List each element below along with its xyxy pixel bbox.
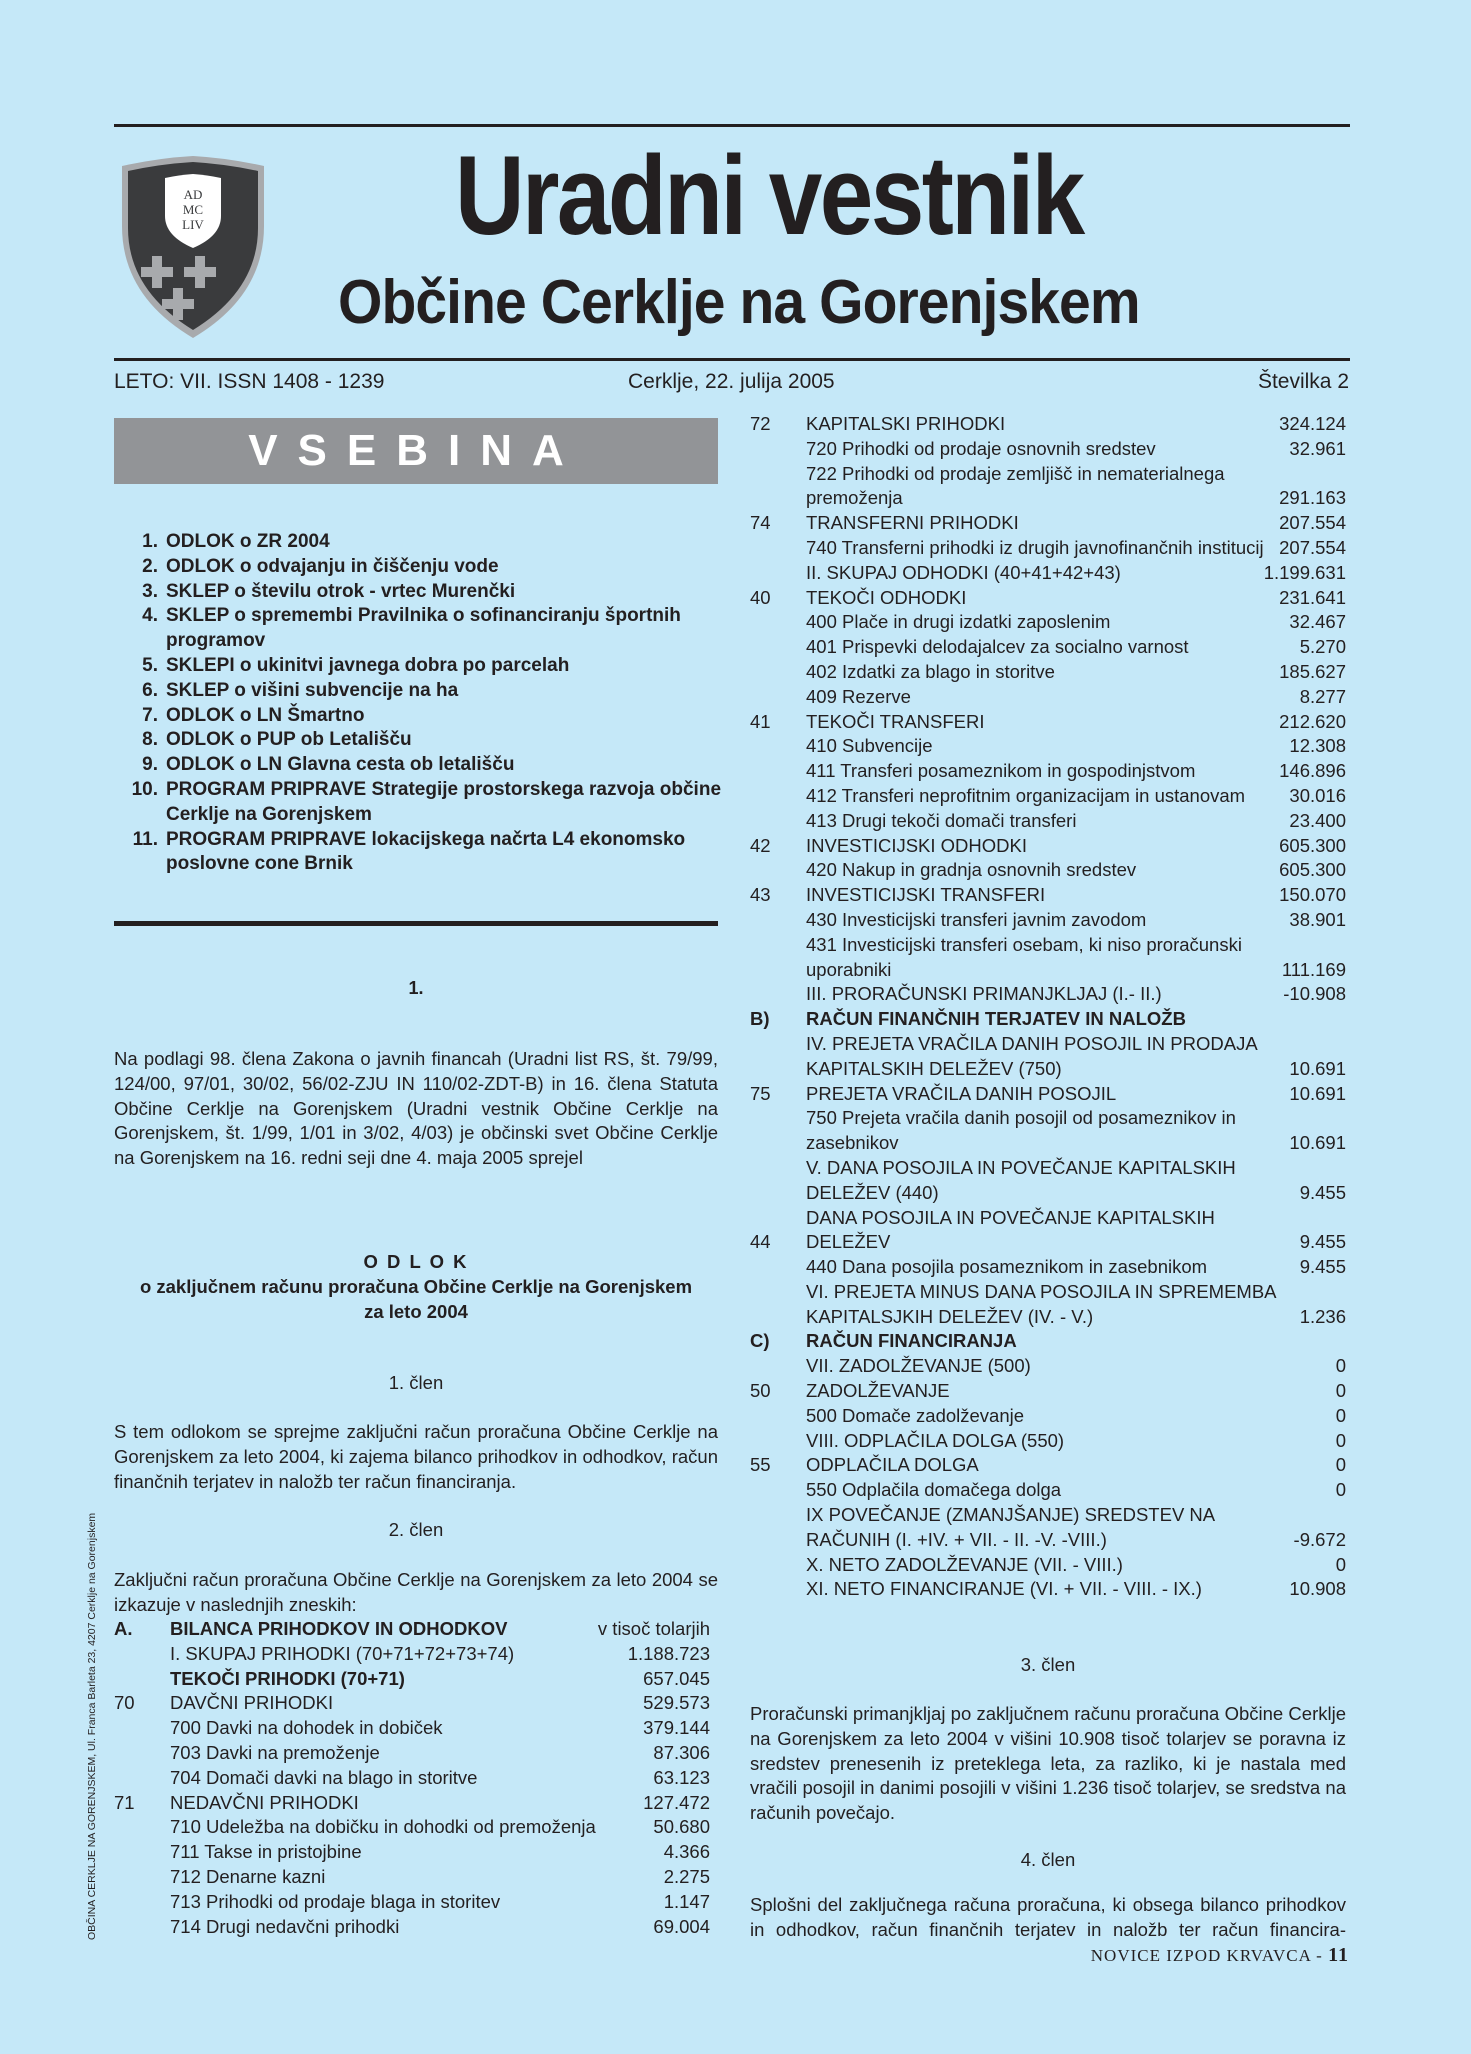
contents-item-text: ODLOK o LN Šmartno [166,704,365,726]
budget-row [750,1156,1346,1206]
budget-value: 0 [1335,1429,1346,1451]
budget-code: 50 [750,1380,771,1402]
budget-value: 207.554 [1279,536,1346,558]
budget-label: BILANCA PRIHODKOV IN ODHODKOV [170,1618,508,1639]
budget-value: 10.691 [1289,1132,1346,1154]
budget-row [750,1206,1346,1256]
budget-value: 0 [1335,1454,1346,1476]
contents-item [114,530,724,555]
budget-label: 401 Prispevki delodajalcev za socialno varnost [806,636,1189,658]
budget-value: 185.627 [1279,660,1346,682]
budget-label: IV. PREJETA VRAČILA DANIH POSOJIL IN PRODAJA KAPITALSKIH DELEŽEV (750) [806,1032,1257,1079]
budget-label: 413 Drugi tekoči domači transferi [806,809,1077,831]
contents-item-number: 4. [142,605,158,627]
contents-item-number: 9. [142,754,158,776]
budget-row [114,1791,710,1816]
budget-row [114,1691,710,1716]
budget-row [750,412,1346,437]
decree-subtitle-1: o zaključnem računu proračuna Občine Cerklje na Gorenjskem [139,1276,693,1297]
budget-code: B) [750,1008,770,1030]
budget-row [750,1354,1346,1379]
budget-value: 12.308 [1289,735,1346,757]
budget-label: 704 Domači davki na blago in storitve [170,1766,478,1788]
budget-row [114,1741,710,1766]
budget-row [750,1255,1346,1280]
budget-value: 605.300 [1279,859,1346,881]
budget-label: DAVČNI PRIHODKI [170,1692,334,1714]
budget-label: NEDAVČNI PRIHODKI [170,1791,359,1813]
section-number: 1. [408,978,424,998]
budget-row [750,1503,1346,1553]
budget-value: 207.554 [1279,512,1346,534]
budget-label: 410 Subvencije [806,735,933,757]
budget-label: 713 Prihodki od prodaje blaga in storitev [170,1890,501,1912]
budget-row [750,1577,1346,1602]
contents-item [114,679,724,704]
budget-code: 71 [114,1791,135,1813]
article-3-text: Proračunski primanjkljaj po zaključnem računu proračuna Občine Cerklje na Gorenjskem za leto 2004 v višini 10.908 tisoč tolarjev se poravna iz sredstev prenesenih iz preteklega leta, za razliko, ki je nastala med vračili posojil in danimi posojili v višini 1.236 tisoč tolarjev, se sredstva na računih povečajo. [750,1703,1346,1824]
budget-label: 700 Davki na dohodek in dobiček [170,1717,443,1739]
budget-label: TRANSFERNI PRIHODKI [806,512,1019,534]
budget-value: 605.300 [1279,834,1346,856]
budget-row [750,1106,1346,1156]
budget-code: 41 [750,710,771,732]
budget-row [750,858,1346,883]
budget-value: 9.455 [1299,1256,1346,1278]
budget-label: 431 Investicijski transferi osebam, ki niso proračunski uporabniki [806,933,1242,980]
crest-text-1: AD [183,187,203,202]
contents-item-text: SKLEPI o ukinitvi javnega dobra po parcelah [166,654,570,676]
decree-title: O D L O K [363,1251,469,1272]
budget-row [114,1766,710,1791]
budget-row [750,685,1346,710]
budget-value: 379.144 [643,1717,710,1739]
budget-value: 10.908 [1289,1578,1346,1600]
contents-item [114,728,724,753]
budget-label: 412 Transferi neprofitnim organizacijam in ustanovam [806,784,1246,806]
budget-value: 111.169 [1281,958,1346,980]
budget-label: ODPLAČILA DOLGA [806,1454,979,1476]
budget-code: 75 [750,1082,771,1104]
contents-item-number: 8. [142,729,158,751]
budget-row [114,1865,710,1890]
budget-row [114,1617,710,1642]
budget-value: 1.188.723 [627,1642,710,1664]
budget-row [750,586,1346,611]
contents-item [114,778,724,828]
budget-row [750,883,1346,908]
contents-rule [114,921,718,926]
budget-row [750,635,1346,660]
budget-row [750,462,1346,512]
budget-label: INVESTICIJSKI ODHODKI [806,834,1028,856]
budget-label: 430 Investicijski transferi javnim zavodom [806,908,1147,930]
budget-value: -10.908 [1283,983,1346,1005]
budget-value: 5.270 [1299,636,1346,658]
budget-value: 38.901 [1289,908,1346,930]
budget-label: PREJETA VRAČILA DANIH POSOJIL [806,1082,1117,1104]
crest-text-3: LIV [182,217,204,232]
budget-row [750,784,1346,809]
contents-list [114,530,724,877]
budget-row [114,1716,710,1741]
municipality-crest-icon [118,156,268,338]
budget-label: V. DANA POSOJILA IN POVEČANJE KAPITALSKIH DELEŽEV (440) [806,1156,1236,1203]
budget-label: ZADOLŽEVANJE [806,1380,950,1402]
budget-row [750,1404,1346,1429]
budget-code: 43 [750,884,771,906]
top-rule [114,124,1350,127]
budget-label: VII. ZADOLŽEVANJE (500) [806,1355,1031,1377]
budget-row [750,437,1346,462]
budget-row [750,610,1346,635]
budget-value: 1.236 [1299,1305,1346,1327]
budget-value: 50.680 [653,1816,710,1838]
article-2-heading: 2. člen [388,1519,444,1540]
budget-value: 10.691 [1289,1082,1346,1104]
contents-item-number: 5. [142,654,158,676]
article-4-heading: 4. člen [1020,1849,1076,1870]
budget-code: C) [750,1330,770,1352]
decree-subtitle-2: za leto 2004 [364,1301,468,1322]
budget-label: IX POVEČANJE (ZMANJŠANJE) SREDSTEV NA RAČUNIH (I. +IV. + VII. - II. -V. -VIII.) [806,1504,1215,1550]
budget-row [750,933,1346,983]
budget-label: 500 Domače zadolževanje [806,1404,1025,1426]
budget-row [750,1007,1346,1032]
article-4-text: Splošni del zaključnega računa proračuna, ki obsega bilanco prihodkov in odhodkov, račun finančnih terjatev in naložb ter račun financira- [750,1894,1346,1940]
budget-label: RAČUN FINANČNIH TERJATEV IN NALOŽB [806,1008,1186,1030]
budget-row [750,734,1346,759]
budget-value: 0 [1335,1479,1346,1501]
budget-value: 146.896 [1279,760,1346,782]
contents-banner [114,418,718,484]
contents-item-number: 3. [142,580,158,602]
budget-row [114,1642,710,1667]
contents-item-number: 7. [142,704,158,726]
budget-code: 44 [750,1231,771,1253]
budget-row [750,1478,1346,1503]
budget-value: 127.472 [643,1791,710,1813]
contents-item-text: SKLEP o višini subvencije na ha [166,679,459,701]
budget-row [750,536,1346,561]
budget-value: 9.455 [1299,1181,1346,1203]
contents-item-number: 11. [132,828,158,850]
contents-item-number: 1. [142,531,158,552]
publication-title: Uradni vestnik [455,133,1083,258]
contents-item-text: ODLOK o ZR 2004 [166,531,330,552]
budget-value: 231.641 [1279,586,1346,608]
budget-row [750,809,1346,834]
contents-item-text: PROGRAM PRIPRAVE Strategije prostorskega razvoja občine Cerklje na Gorenjskem [166,778,722,825]
budget-label: 714 Drugi nedavčni prihodki [170,1915,400,1937]
contents-item-text: ODLOK o LN Glavna cesta ob letališču [166,754,515,776]
budget-row [750,1329,1346,1354]
crest-text-2: MC [182,202,204,217]
budget-row [750,1379,1346,1404]
budget-code: A. [114,1618,133,1639]
budget-label: VIII. ODPLAČILA DOLGA (550) [806,1429,1065,1451]
contents-heading: VSEBINA [248,426,584,475]
masthead-rule [114,358,1350,361]
contents-item-text: SKLEP o številu otrok - vrtec Murenčki [166,580,516,602]
budget-label: 703 Davki na premoženje [170,1741,380,1763]
budget-code: 70 [114,1692,135,1714]
budget-row [750,1032,1346,1082]
budget-row [750,908,1346,933]
place-date: Cerklje, 22. julija 2005 [628,370,835,393]
budget-label: TEKOČI ODHODKI [806,586,967,608]
budget-label: 420 Nakup in gradnja osnovnih sredstev [806,859,1137,881]
article-3-heading: 3. člen [1020,1654,1076,1675]
budget-value: 87.306 [653,1741,710,1763]
budget-label: 710 Udeležba na dobičku in dohodki od premoženja [170,1816,596,1838]
budget-row [114,1840,710,1865]
budget-table-right [750,412,1346,1602]
budget-value: 0 [1335,1404,1346,1426]
contents-item-text: ODLOK o odvajanju in čiščenju vode [166,555,499,577]
budget-value: 529.573 [643,1692,710,1714]
budget-value: 69.004 [653,1915,710,1937]
budget-value: 657.045 [643,1667,710,1689]
article-2-text: Zaključni račun proračuna Občine Cerklje na Gorenjskem za leto 2004 se izkazuje v naslednjih zneskih: [114,1569,718,1615]
budget-code: 74 [750,512,771,534]
budget-label: 409 Rezerve [806,685,911,707]
budget-value: 30.016 [1289,784,1346,806]
budget-row [750,1082,1346,1107]
year-issn: LETO: VII. ISSN 1408 - 1239 [114,370,385,393]
budget-label: DANA POSOJILA IN POVEČANJE KAPITALSKIH DELEŽEV [806,1206,1215,1253]
contents-item-number: 10. [131,778,158,800]
budget-value: 291.163 [1279,487,1346,509]
contents-item [114,604,724,654]
budget-row [750,710,1346,735]
budget-label: 402 Izdatki za blago in storitve [806,660,1055,682]
contents-item-text: ODLOK o PUP ob Letališču [166,729,412,751]
budget-row [114,1815,710,1840]
budget-value: 1.199.631 [1263,561,1346,583]
budget-row [750,1429,1346,1454]
budget-row [750,561,1346,586]
article-1-heading: 1. člen [388,1372,444,1393]
budget-row [114,1890,710,1915]
budget-label: 720 Prihodki od prodaje osnovnih sredstev [806,437,1156,459]
budget-value: 9.455 [1299,1231,1346,1253]
budget-label: TEKOČI PRIHODKI (70+71) [170,1667,405,1689]
article-1-text: S tem odlokom se sprejme zaključni račun proračuna Občine Cerklje na Gorenjskem za leto 2004, ki zajema bilanco prihodkov in odhodkov, račun finančnih terjatev in naložb ter račun financiranja. [114,1421,718,1492]
budget-label: I. SKUPAJ PRIHODKI (70+71+72+73+74) [170,1642,515,1664]
budget-code: 72 [750,413,771,434]
budget-row [750,834,1346,859]
budget-value: 150.070 [1279,884,1346,906]
budget-label: 740 Transferni prihodki iz drugih javnofinančnih institucij [806,536,1264,558]
contents-item [114,580,724,605]
budget-row [750,982,1346,1007]
budget-value: 0 [1335,1355,1346,1377]
preamble: Na podlagi 98. člena Zakona o javnih financah (Uradni list RS, št. 79/99, 124/00, 97/01, 30/02, 56/02-ZJU IN 110/02-ZDT-B) in 16. člena Statuta Občine Cerklje na Gorenjskem (Uradni vestnik Občine Cerklje na Gorenjskem, št. 1/99, 1/01 in 3/02, 4/03) je občinski svet Občine Cerklje na Gorenjskem na 16. redni seji dne 4. maja 2005 sprejel [114,1048,718,1169]
contents-item [114,828,724,878]
budget-label: RAČUN FINANCIRANJA [806,1330,1017,1352]
issue-number: Številka 2 [1257,370,1349,393]
budget-label: X. NETO ZADOLŽEVANJE (VII. - VIII.) [806,1553,1123,1575]
budget-value: v tisoč tolarjih [597,1618,710,1639]
contents-item [114,555,724,580]
contents-item-number: 6. [142,679,158,701]
page-number: 11 [1328,1944,1349,1966]
budget-label: 411 Transferi posameznikom in gospodinjstvom [806,760,1196,782]
contents-item-text: PROGRAM PRIPRAVE lokacijskega načrta L4 ekonomsko poslovne cone Brnik [166,828,686,875]
budget-value: 32.467 [1289,611,1346,633]
budget-row [750,1280,1346,1330]
budget-row [750,1553,1346,1578]
budget-label: 750 Prejeta vračila danih posojil od posameznikov in zasebnikov [806,1107,1236,1154]
publisher-address: OBČINA CERKLJE NA GORENJSKEM, Ul. Franca Barleta 23, 4207 Cerklje na Gorenjskem [86,1512,98,1940]
budget-label: 712 Denarne kazni [170,1865,326,1887]
page-footer [1091,1944,1349,1967]
budget-label: 440 Dana posojila posameznikom in zasebnikom [806,1256,1208,1278]
budget-label: II. SKUPAJ ODHODKI (40+41+42+43) [806,561,1121,583]
budget-row [750,1453,1346,1478]
budget-value: 1.147 [663,1890,710,1912]
budget-code: 55 [750,1454,771,1476]
budget-label: XI. NETO FINANCIRANJE (VI. + VII. - VIII. - IX.) [806,1578,1202,1600]
budget-value: 63.123 [653,1766,710,1788]
budget-row [114,1667,710,1692]
budget-label: INVESTICIJSKI TRANSFERI [806,884,1046,906]
budget-value: 32.961 [1289,437,1346,459]
budget-value: 8.277 [1299,685,1346,707]
budget-value: 2.275 [663,1865,710,1887]
budget-row [750,759,1346,784]
budget-value: 212.620 [1279,710,1346,732]
budget-row [750,511,1346,536]
contents-item [114,753,724,778]
budget-value: 0 [1335,1380,1346,1402]
budget-row [750,660,1346,685]
budget-table-left [114,1617,710,1939]
budget-value: 4.366 [663,1841,710,1863]
budget-value: 324.124 [1279,413,1346,434]
contents-item-text: SKLEP o spremembi Pravilnika o sofinanciranju športnih programov [166,605,681,652]
budget-label: 711 Takse in pristojbine [170,1841,362,1863]
budget-value: 0 [1335,1553,1346,1575]
budget-code: 40 [750,586,771,608]
contents-item [114,654,724,679]
budget-label: VI. PREJETA MINUS DANA POSOJILA IN SPREMEMBA KAPITALSJKIH DELEŽEV (IV. - V.) [806,1280,1276,1327]
budget-value: 23.400 [1289,809,1346,831]
publication-subtitle: Občine Cerklje na Gorenjskem [338,268,1140,337]
footer-publication: NOVICE IZPOD KRVAVCA - [1090,1946,1329,1965]
contents-item-number: 2. [142,555,158,577]
budget-label: TEKOČI TRANSFERI [806,710,985,732]
budget-code: 42 [750,834,771,856]
budget-label: KAPITALSKI PRIHODKI [806,413,1006,434]
budget-value: 10.691 [1289,1057,1346,1079]
budget-label: III. PRORAČUNSKI PRIMANJKLJAJ (I.- II.) [806,983,1162,1005]
contents-item [114,704,724,729]
budget-row [114,1915,710,1940]
budget-label: 550 Odplačila domačega dolga [806,1479,1062,1501]
budget-value: -9.672 [1293,1528,1346,1550]
budget-label: 722 Prihodki od prodaje zemljišč in nematerialnega premoženja [806,462,1225,509]
budget-label: 400 Plače in drugi izdatki zaposlenim [806,611,1111,633]
